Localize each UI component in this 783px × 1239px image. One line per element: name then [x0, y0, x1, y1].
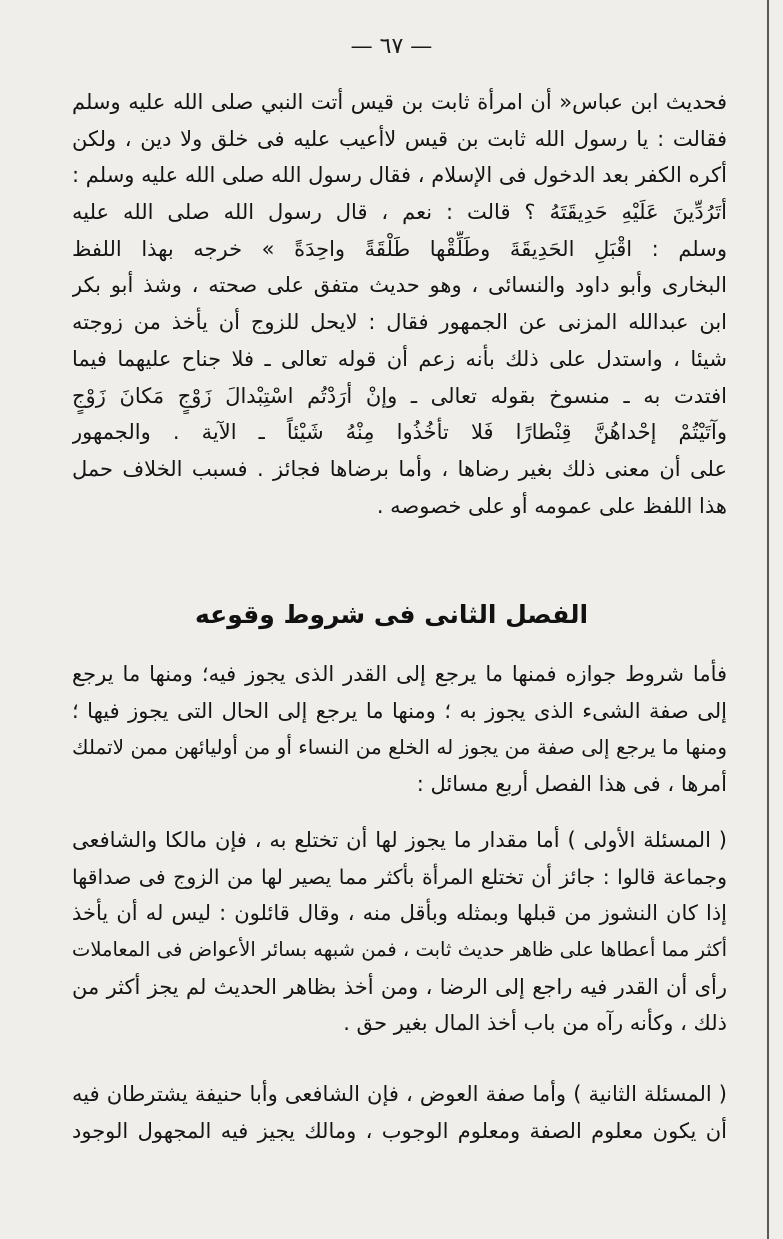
- text-line: رأى أن القدر فيه راجع إلى الرضا ، ومن أخذ بظاهر الحديث لم يجز أكثر من: [72, 974, 727, 999]
- text-line: فأما شروط جوازه فمنها ما يرجع إلى القدر الذى يجوز فيه؛ ومنها ما يرجع: [72, 662, 727, 686]
- text-line: وسلم : اقْبَلِ الحَدِيقَةَ وطَلِّقْها طَلْقَةً واحِدَةً » خرجه بهذا اللفظ: [72, 236, 727, 261]
- text-line: فقالت : يا رسول الله ثابت بن قيس لاأعيب عليه فى خلق ولا دين ، ولكن: [72, 126, 727, 151]
- paragraph-second-issue: [72, 1076, 727, 1149]
- text-line: فحديث ابن عباس« أن امرأة ثابت بن قيس أتت النبي صلى الله عليه وسلم: [72, 90, 727, 114]
- section-heading: الفصل الثانى فى شروط وقوعه: [194, 600, 589, 629]
- text-line: إذا كان النشوز من قبلها وبمثله وبأقل منه ، وقال قائلون : ليس له أن يأخذ: [72, 901, 727, 926]
- text-line: أتَرُدِّينَ عَلَيْهِ حَدِيقَتَهُ ؟ قالت : نعم ، قال رسول الله صلى الله عليه: [72, 200, 727, 225]
- paragraph-hadith: [72, 84, 727, 524]
- text-line: البخارى وأبو داود والنسائى ، وهو حديث متفق على صحته ، وشذ أبو بكر: [72, 273, 727, 298]
- text-line: ومنها ما يرجع إلى صفة من يجوز له الخلع من النساء أو من أوليائهن ممن لاتملك: [72, 735, 727, 760]
- text-line: هذا اللفظ على عمومه أو على خصوصه .: [376, 493, 727, 518]
- text-line: على أن معنى ذلك بغير رضاها ، وأما برضاها فجائز . فسبب الخلاف حمل: [72, 456, 727, 481]
- text-line: ( المسئلة الثانية ) وأما صفة العوض ، فإن الشافعى وأبا حنيفة يشترطان فيه: [72, 1082, 727, 1106]
- text-line: وآتَيْتُمْ إحْداهُنَّ قِنْطارًا فَلا تأخُذُوا مِنْهُ شَيْئاً ـ الآية . والجمهور: [72, 420, 727, 445]
- text-line: ( المسئلة الأولى ) أما مقدار ما يجوز لها أن تختلع به ، فإن مالكا والشافعى: [72, 828, 727, 852]
- text-line: أكره الكفر بعد الدخول فى الإسلام ، فقال رسول الله صلى الله عليه وسلم :: [72, 163, 727, 188]
- paragraph-conditions: [72, 656, 727, 803]
- text-line: افتدت به ـ منسوخ بقوله تعالى ـ وإنْ أرَدْتُم اسْتِبْدالَ زَوْجٍ مَكانَ زَوْجٍ: [72, 383, 727, 408]
- text-line: شيئا ، واستدل على ذلك بأنه زعم أن قوله تعالى ـ فلا جناح عليهما فيما: [72, 346, 727, 371]
- text-line: ابن عبدالله المزنى عن الجمهور فقال : لايحل للزوج أن يأخذ من زوجته: [72, 310, 727, 335]
- text-line: أمرها ، فى هذا الفصل أربع مسائل :: [416, 772, 727, 797]
- text-line: وجماعة قالوا : جائز أن تختلع المرأة بأكثر مما يصير لها من الزوج فى صداقها: [72, 864, 727, 889]
- text-line: أن يكون معلوم الصفة ومعلوم الوجوب ، ومالك يجيز فيه المجهول الوجود: [72, 1118, 727, 1143]
- paragraph-first-issue: [72, 822, 727, 1042]
- text-line: إلى صفة الشىء الذى يجوز به ؛ ومنها ما يرجع إلى الحال التى يجوز فيها ؛: [72, 698, 727, 723]
- text-line: أكثر مما أعطاها على ظاهر حديث ثابت ، فمن شبهه بسائر الأعواض فى المعاملات: [72, 938, 727, 962]
- page-number: — ٦٧ —: [350, 34, 433, 59]
- text-line: ذلك ، وكأنه رآه من باب أخذ المال بغير حق .: [343, 1011, 727, 1036]
